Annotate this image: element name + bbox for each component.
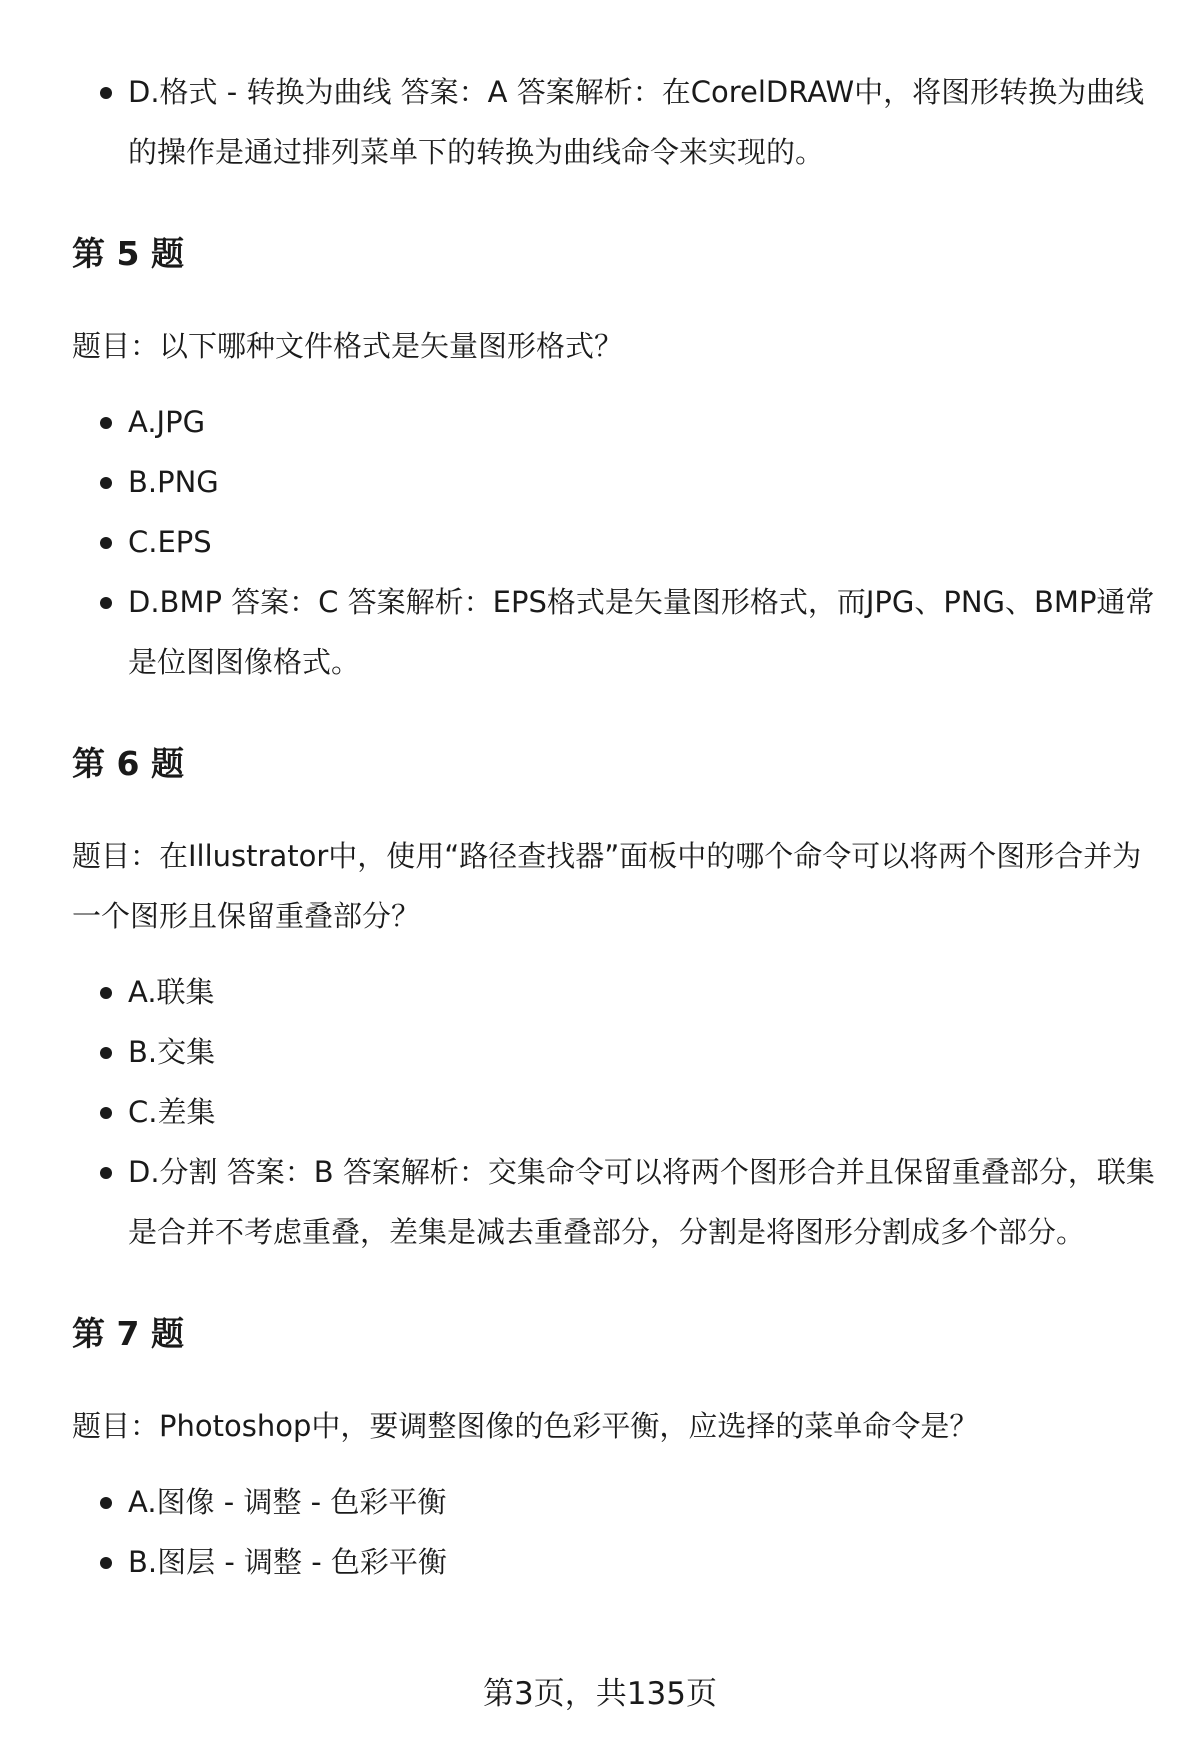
bullet-icon: [100, 1047, 112, 1059]
option-item: [72, 512, 1162, 572]
bullet-icon: [100, 417, 112, 429]
bullet-icon: [100, 1557, 112, 1569]
bullet-icon: [100, 477, 112, 489]
option-item: [72, 1082, 1162, 1142]
question-heading-6: 第 6 题: [72, 744, 184, 783]
bullet-icon: [100, 1497, 112, 1509]
option-text: A.JPG: [128, 405, 206, 439]
option-text: D.BMP 答案：C 答案解析：EPS格式是矢量图形格式，而JPG、PNG、BMP通常是位图图像格式。: [128, 585, 1155, 679]
bullet-icon: [100, 1107, 112, 1119]
option-item: [72, 962, 1162, 1022]
option-text: D.分割 答案：B 答案解析：交集命令可以将两个图形合并且保留重叠部分，联集是合并不考虑重叠，差集是减去重叠部分，分割是将图形分割成多个部分。: [128, 1155, 1155, 1249]
q4-options-continued: [72, 62, 1162, 182]
document-content: [72, 62, 1162, 1592]
question-options-5: [72, 392, 1162, 692]
question-stem-7: 题目：Photoshop中，要调整图像的色彩平衡，应选择的菜单命令是？: [72, 1409, 979, 1443]
bullet-icon: [100, 537, 112, 549]
option-text: C.差集: [128, 1095, 216, 1129]
option-text: B.PNG: [128, 465, 219, 499]
question-stem-5: 题目：以下哪种文件格式是矢量图形格式？: [72, 329, 624, 363]
option-item: [72, 62, 1162, 182]
option-text: B.交集: [128, 1035, 216, 1069]
option-item: [72, 1532, 1162, 1592]
option-item: [72, 392, 1162, 452]
question-heading-7: 第 7 题: [72, 1314, 184, 1353]
option-item: [72, 452, 1162, 512]
question-options-7: [72, 1472, 1162, 1592]
option-text: A.联集: [128, 975, 215, 1009]
bullet-icon: [100, 597, 112, 609]
question-heading-5: 第 5 题: [72, 234, 184, 273]
question-stem-6: 题目：在Illustrator中，使用“路径查找器”面板中的哪个命令可以将两个图形合并为一个图形且保留重叠部分？: [72, 839, 1142, 933]
option-text: D.格式 - 转换为曲线 答案：A 答案解析：在CorelDRAW中，将图形转换为曲线的操作是通过排列菜单下的转换为曲线命令来实现的。: [128, 75, 1145, 169]
option-text: A.图像 - 调整 - 色彩平衡: [128, 1485, 447, 1519]
bullet-icon: [100, 987, 112, 999]
bullet-icon: [100, 87, 112, 99]
option-item: [72, 1142, 1162, 1262]
option-item: [72, 572, 1162, 692]
page-footer: 第3页，共135页: [483, 1676, 717, 1712]
option-item: [72, 1022, 1162, 1082]
bullet-icon: [100, 1167, 112, 1179]
option-text: C.EPS: [128, 525, 212, 559]
option-item: [72, 1472, 1162, 1532]
question-options-6: [72, 962, 1162, 1262]
option-text: B.图层 - 调整 - 色彩平衡: [128, 1545, 447, 1579]
